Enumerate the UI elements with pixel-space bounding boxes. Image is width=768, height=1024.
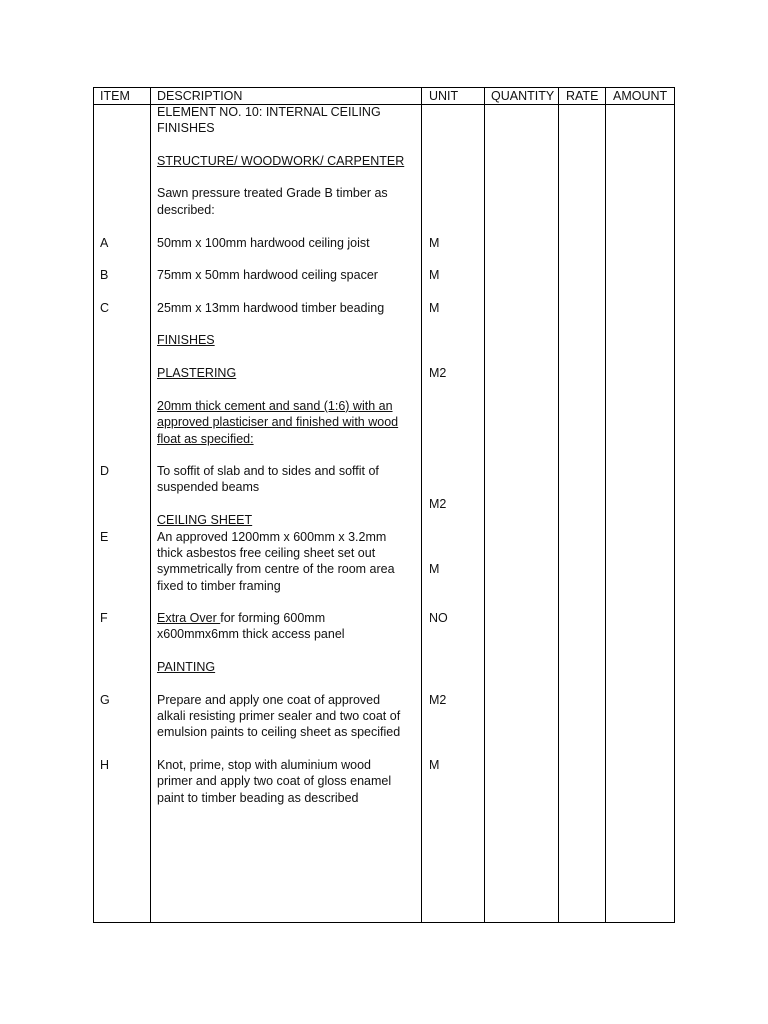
timber-intro-line-2: described: (157, 203, 215, 217)
item-description-g-line-3: emulsion paints to ceiling sheet as specified (157, 725, 401, 739)
bill-of-quantities-table (93, 87, 675, 923)
plastering-unit: M2 (429, 366, 447, 380)
item-unit-e: M (429, 562, 440, 576)
item-description-h-line-1: Knot, prime, stop with aluminium wood (157, 758, 371, 772)
element-title-line-2: FINISHES (157, 121, 215, 135)
column-divider-rate (605, 87, 606, 923)
table-right-border (674, 87, 675, 923)
item-code-f: F (100, 611, 108, 625)
item-unit-f: NO (429, 611, 448, 625)
timber-intro-line-1: Sawn pressure treated Grade B timber as (157, 186, 388, 200)
item-code-a: A (100, 236, 109, 250)
item-description-h-line-2: primer and apply two coat of gloss enamel (157, 774, 392, 788)
column-divider-item (150, 87, 151, 923)
header-description: DESCRIPTION (157, 89, 243, 103)
plaster-spec-line-2: approved plasticiser and finished with wood (157, 415, 399, 429)
section-heading-finishes: FINISHES (157, 333, 215, 347)
item-unit-g: M2 (429, 693, 447, 707)
item-description-f-line-2: x600mmx6mm thick access panel (157, 627, 345, 641)
item-description-g-line-1: Prepare and apply one coat of approved (157, 693, 381, 707)
item-unit-b: M (429, 268, 440, 282)
item-unit-d: M2 (429, 497, 447, 511)
table-bottom-border (93, 922, 675, 923)
table-left-border (93, 87, 94, 923)
item-description-g-line-2: alkali resisting primer sealer and two coat of (157, 709, 401, 723)
item-unit-a: M (429, 236, 440, 250)
item-description-c: 25mm x 13mm hardwood timber beading (157, 301, 385, 315)
item-description-h-line-3: paint to timber beading as described (157, 791, 359, 805)
header-quantity: QUANTITY (491, 89, 555, 103)
item-description-f-rest: for forming 600mm (220, 611, 326, 625)
header-unit: UNIT (429, 89, 459, 103)
plaster-spec-line-3: float as specified: (157, 432, 254, 446)
column-divider-quantity (558, 87, 559, 923)
item-description-e-line-2: thick asbestos free ceiling sheet set out (157, 546, 376, 560)
header-amount: AMOUNT (613, 89, 668, 103)
item-description-f-line-1 (157, 610, 325, 626)
header-rate: RATE (566, 89, 599, 103)
item-code-c: C (100, 301, 110, 315)
item-description-e-line-4: fixed to timber framing (157, 579, 281, 593)
plaster-spec-line-1: 20mm thick cement and sand (1:6) with an (157, 399, 393, 413)
section-heading-painting: PAINTING (157, 660, 216, 674)
item-code-e: E (100, 530, 109, 544)
item-description-e-line-1: An approved 1200mm x 600mm x 3.2mm (157, 530, 387, 544)
column-divider-description (421, 87, 422, 923)
item-description-a: 50mm x 100mm hardwood ceiling joist (157, 236, 370, 250)
item-code-h: H (100, 758, 110, 772)
item-description-e-line-3: symmetrically from centre of the room area (157, 562, 395, 576)
item-description-d-line-2: suspended beams (157, 480, 260, 494)
section-heading-structure: STRUCTURE/ WOODWORK/ CARPENTER (157, 154, 405, 168)
item-code-d: D (100, 464, 110, 478)
item-description-b: 75mm x 50mm hardwood ceiling spacer (157, 268, 378, 282)
section-heading-ceiling-sheet: CEILING SHEET (157, 513, 253, 527)
item-code-g: G (100, 693, 110, 707)
item-unit-c: M (429, 301, 440, 315)
item-unit-h: M (429, 758, 440, 772)
element-title-line-1: ELEMENT NO. 10: INTERNAL CEILING (157, 105, 381, 119)
item-description-d-line-1: To soffit of slab and to sides and soffit of (157, 464, 379, 478)
column-divider-unit (484, 87, 485, 923)
section-heading-plastering: PLASTERING (157, 366, 237, 380)
item-code-b: B (100, 268, 109, 282)
extra-over-label: Extra Over (157, 611, 221, 625)
header-item: ITEM (100, 89, 130, 103)
